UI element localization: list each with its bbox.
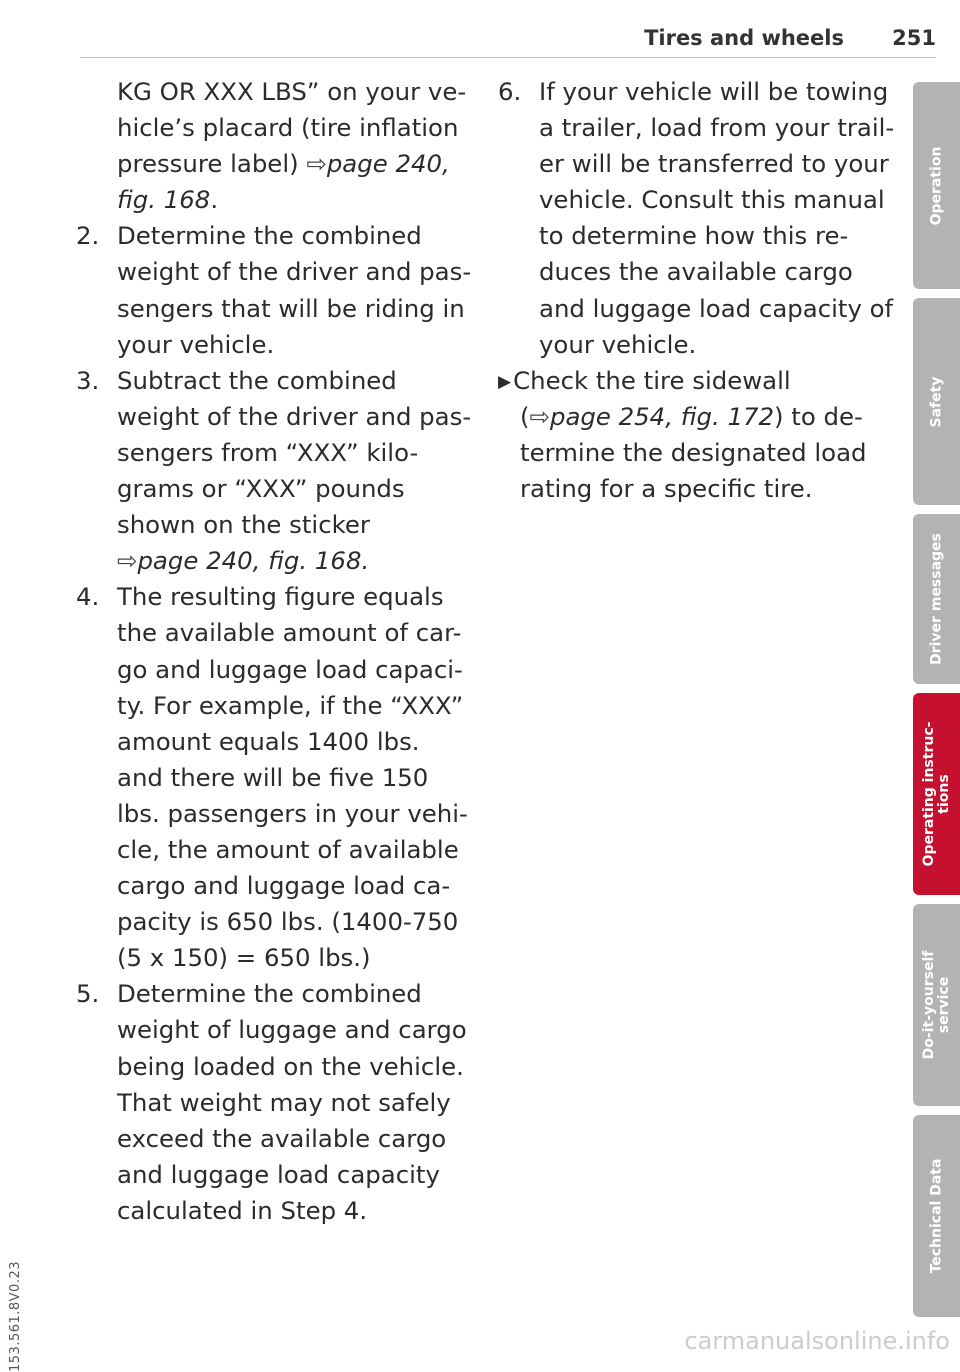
page-header (80, 26, 936, 56)
header-divider (80, 57, 936, 58)
text-line: your vehicle. (117, 329, 275, 359)
text-line: to determine how this re- (539, 221, 849, 251)
text-line: ty. For example, if the “XXX” (117, 690, 464, 720)
text-line: cargo and luggage load ca- (117, 871, 451, 901)
document-code: 153.561.8V0.23 (8, 1261, 23, 1372)
list-item-step-4: 4. The resulting figure equals (76, 579, 456, 615)
step-number: 5. (76, 979, 100, 1009)
tab-operating-instructions[interactable]: Operating instruc- tions (913, 693, 960, 895)
list-item-step-2: 2. Determine the combined (76, 218, 456, 254)
text-line: your vehicle. (539, 329, 697, 359)
tab-driver-messages[interactable]: Driver messages (913, 514, 960, 684)
text-line: weight of the driver and pas- (117, 257, 472, 287)
page-reference-link[interactable]: page 254, fig. 172 (549, 401, 774, 431)
text-line (76, 543, 456, 579)
tab-do-it-yourself-service[interactable]: Do-it-yourself service (913, 904, 960, 1106)
step-number: 2. (76, 221, 100, 251)
step-number: 6. (498, 77, 522, 106)
tab-technical-data[interactable]: Technical Data (913, 1115, 960, 1317)
action-triangle-icon: ▶ (498, 371, 512, 392)
text-line: weight of the driver and pas- (117, 401, 472, 431)
tab-operation[interactable]: Operation (913, 82, 960, 289)
step-number: 4. (76, 582, 100, 612)
text-line: pacity is 650 lbs. (1400-750 (117, 907, 459, 937)
text-line: amount equals 1400 lbs. (117, 726, 420, 756)
text-line: and there will be five 150 (117, 762, 429, 792)
text-line: duces the available cargo (539, 257, 853, 287)
list-item-step-5: 5. Determine the combined (76, 976, 456, 1012)
page-number: 251 (892, 26, 936, 50)
action-item: ▶Check the tire sidewall (498, 363, 888, 399)
step-number: 3. (76, 365, 100, 395)
text-line: lbs. passengers in your vehi- (117, 798, 468, 828)
watermark: carmanualsonline.info (684, 1327, 950, 1355)
text-line: That weight may not safely (117, 1087, 451, 1117)
text-line: hicle’s placard (tire inflation (117, 113, 459, 143)
section-title: Tires and wheels (644, 26, 844, 50)
text-line: go and luggage load capaci- (117, 654, 463, 684)
text-line: (5 x 150) = 650 lbs.) (117, 943, 371, 973)
page-ref-arrow-icon: ⇨ (529, 401, 550, 431)
text-line: sengers from “XXX” kilo- (117, 437, 419, 467)
text-line: er will be transferred to your (539, 149, 889, 179)
text-line: being loaded on the vehicle. (117, 1051, 464, 1081)
tab-safety[interactable]: Safety (913, 298, 960, 505)
text-line: weight of luggage and cargo (117, 1015, 467, 1045)
chapter-tabs-sidebar (913, 0, 960, 1361)
page-ref-arrow-icon: ⇨ (117, 546, 138, 576)
text-line: KG OR XXX LBS” on your ve- (117, 77, 467, 106)
text-line: termine the designated load (520, 437, 867, 467)
right-column (498, 74, 895, 507)
text-line: the available amount of car- (117, 618, 462, 648)
text-line: a trailer, load from your trail- (539, 113, 895, 143)
text-line: and luggage load capacity (117, 1159, 440, 1189)
text-line: vehicle. Consult this manual (539, 185, 885, 215)
text-line: sengers that will be riding in (117, 293, 465, 323)
text-line: pressure label) ⇨page 240, (117, 149, 450, 179)
figure-reference-link[interactable]: fig. 168 (117, 185, 211, 215)
text-line: (⇨page 254, fig. 172) to de- (520, 401, 863, 431)
page-ref-arrow-icon: ⇨ (306, 149, 327, 179)
text-line: exceed the available cargo (117, 1123, 447, 1153)
list-item-step-6: 6. If your vehicle will be towing (498, 74, 888, 110)
page-reference-link[interactable]: page 240, fig. 168. (137, 546, 370, 576)
left-column (76, 74, 472, 1229)
text-line: cle, the amount of available (117, 834, 459, 864)
text-line: and luggage load capacity of (539, 293, 894, 323)
list-item-step-3: 3. Subtract the combined (76, 363, 456, 399)
text-line: fig. 168. (117, 185, 219, 215)
page-reference-link[interactable]: page 240, (326, 149, 450, 179)
text-line: shown on the sticker (117, 510, 370, 540)
text-line: rating for a specific tire. (520, 474, 813, 504)
text-line: calculated in Step 4. (117, 1195, 368, 1225)
text-line: grams or “XXX” pounds (117, 474, 405, 504)
